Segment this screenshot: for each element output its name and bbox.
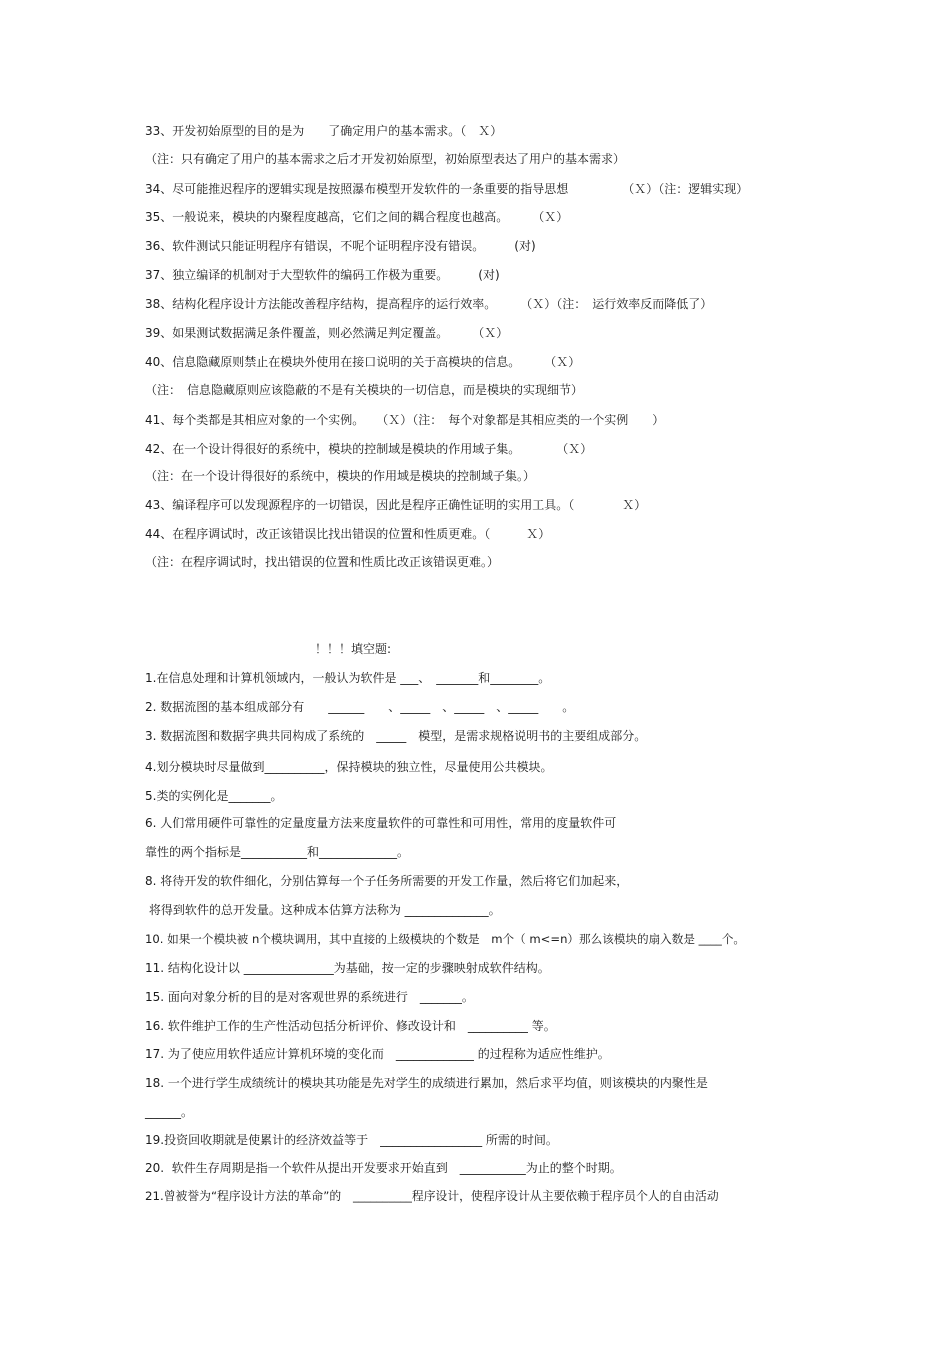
fill-question: 17. 为了使应用软件适应计算机环境的变化而 _____________ 的过程称为适应性维护。 xyxy=(145,1047,610,1061)
fill-question: 10. 如果一个模块被 n个模块调用，其中直接的上级模块的个数是 m个（ m<=n）那么该模块的扇入数是 ____个。 xyxy=(145,932,746,946)
fill-question: 6. 人们常用硬件可靠性的定量度量方法来度量软件的可靠性和可用性，常用的度量软件可 xyxy=(145,816,617,830)
judgement-line: 36、软件测试只能证明程序有错误，不呢个证明程序没有错误。 (对) xyxy=(145,239,536,253)
fill-question: 16. 软件维护工作的生产性活动包括分析评价、修改设计和 __________ 等。 xyxy=(145,1019,556,1033)
judgement-line: 40、信息隐藏原则禁止在模块外使用在接口说明的关于高模块的信息。 （Ｘ） xyxy=(145,355,581,369)
fill-question-cont: ______。 xyxy=(145,1105,194,1119)
judgement-note: （注：在一个设计得很好的系统中，模块的作用域是模块的控制域子集。） xyxy=(145,469,536,483)
fill-question: 20. 软件生存周期是指一个软件从提出开发要求开始直到 ___________为止的整个时期。 xyxy=(145,1161,622,1175)
judgement-note: （注：只有确定了用户的基本需求之后才开发初始原型，初始原型表达了用户的基本需求） xyxy=(145,152,626,166)
fill-question: 19.投资回收期就是使累计的经济效益等于 _________________ 所需的时间。 xyxy=(145,1133,558,1147)
judgement-line: 43、编译程序可以发现源程序的一切错误，因此是程序正确性证明的实用工具。（ Ｘ） xyxy=(145,498,647,512)
fill-question: 21.曾被誉为“程序设计方法的革命”的 __________程序设计，使程序设计从主要依赖于程序员个人的自由活动 xyxy=(145,1189,719,1203)
fill-question: 5.类的实例化是_______。 xyxy=(145,789,283,803)
fill-question: 11. 结构化设计以 _______________为基础，按一定的步骤映射成软件结构。 xyxy=(145,961,550,975)
fill-question: 2. 数据流图的基本组成部分有 ______ 、_____ 、_____ 、_____ 。 xyxy=(145,700,575,714)
fill-section-title: ！！！填空题: xyxy=(315,642,392,656)
fill-question-cont: 靠性的两个指标是___________和_____________。 xyxy=(145,845,410,859)
fill-question: 15. 面向对象分析的目的是对客观世界的系统进行 _______。 xyxy=(145,990,474,1004)
fill-question: 8. 将待开发的软件细化，分别估算每一个子任务所需要的开发工作量，然后将它们加起来， xyxy=(145,874,629,888)
fill-question: 1.在信息处理和计算机领域内，一般认为软件是 ___、 _______和________。 xyxy=(145,671,551,685)
judgement-line: 44、在程序调试时，改正该错误比找出错误的位置和性质更难。（ Ｘ） xyxy=(145,527,551,541)
judgement-line: 35、一般说来，模块的内聚程度越高，它们之间的耦合程度也越高。 （Ｘ） xyxy=(145,210,569,224)
fill-question-cont: 将得到软件的总开发量。这种成本估算方法称为 ______________。 xyxy=(145,903,501,917)
judgement-line: 41、每个类都是其相应对象的一个实例。 （Ｘ）（注： 每个对象都是其相应类的一个实例 ） xyxy=(145,413,665,427)
judgement-line: 42、在一个设计得很好的系统中，模块的控制域是模块的作用域子集。 （Ｘ） xyxy=(145,442,593,456)
judgement-line: 39、如果测试数据满足条件覆盖，则必然满足判定覆盖。 （Ｘ） xyxy=(145,326,509,340)
judgement-line: 37、独立编译的机制对于大型软件的编码工作极为重要。 (对) xyxy=(145,268,500,282)
judgement-line: 33、开发初始原型的目的是为 了确定用户的基本需求。（ Ｘ） xyxy=(145,124,503,138)
judgement-line: 34、尽可能推迟程序的逻辑实现是按照瀑布模型开发软件的一条重要的指导思想 （Ｘ）（注：逻辑实现） xyxy=(145,182,749,196)
judgement-note: （注：在程序调试时，找出错误的位置和性质比改正该错误更难。） xyxy=(145,555,500,569)
fill-question: 3. 数据流图和数据字典共同构成了系统的 _____ 模型，是需求规格说明书的主要组成部分。 xyxy=(145,729,647,743)
fill-question: 4.划分模块时尽量做到__________，保持模块的独立性，尽量使用公共模块。 xyxy=(145,760,553,774)
judgement-line: 38、结构化程序设计方法能改善程序结构，提高程序的运行效率。 （Ｘ）（注： 运行效率反而降低了） xyxy=(145,297,713,311)
judgement-note: （注： 信息隐藏原则应该隐蔽的不是有关模块的一切信息，而是模块的实现细节） xyxy=(145,383,584,397)
fill-question: 18. 一个进行学生成绩统计的模块其功能是先对学生的成绩进行累加，然后求平均值，则该模块的内聚性是 xyxy=(145,1076,708,1090)
